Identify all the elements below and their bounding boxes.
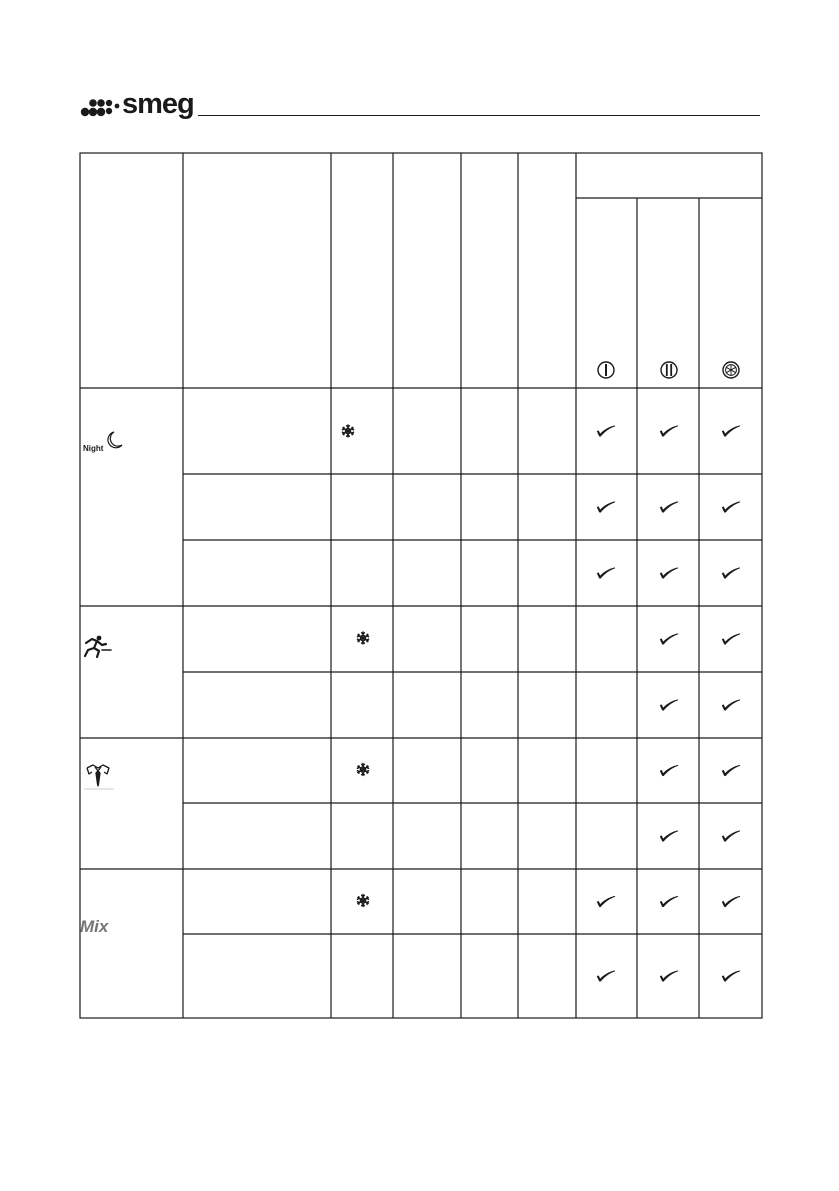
check-mark-icon (597, 970, 615, 981)
check-mark-icon (722, 633, 740, 644)
check-mark-icon (722, 970, 740, 981)
check-mark-icon (722, 896, 740, 907)
check-mark-icon (597, 567, 615, 578)
check-mark-icon (722, 501, 740, 512)
table-marks (342, 425, 740, 982)
snowflake-icon (357, 632, 368, 644)
check-mark-icon (660, 633, 678, 644)
running-man-icon (85, 636, 111, 657)
spray-arm-header-icons (598, 362, 739, 378)
check-mark-icon (660, 970, 678, 981)
check-mark-icon (597, 501, 615, 512)
snowflake-icon (357, 895, 368, 907)
table-grid (80, 153, 762, 1018)
check-mark-icon (597, 896, 615, 907)
table-frame (80, 153, 762, 1018)
check-mark-icon (722, 567, 740, 578)
check-mark-icon (722, 765, 740, 776)
mix-text-icon: Mix (80, 917, 109, 936)
snowflake-icon (342, 425, 353, 437)
check-mark-icon (660, 501, 678, 512)
check-mark-icon (660, 765, 678, 776)
check-mark-icon (660, 830, 678, 841)
check-mark-icon (660, 567, 678, 578)
check-mark-icon (722, 425, 740, 436)
check-mark-icon (660, 896, 678, 907)
shirt-tie-icon (84, 765, 114, 789)
night-moon-icon (83, 432, 122, 453)
check-mark-icon (597, 425, 615, 436)
single-arm-icon (598, 362, 614, 378)
double-arm-icon (661, 362, 677, 378)
check-mark-icon (660, 699, 678, 710)
brand-name: smeg (122, 88, 194, 120)
check-mark-icon (660, 425, 678, 436)
program-icons (80, 432, 122, 936)
check-mark-icon (722, 699, 740, 710)
night-label: Night (83, 444, 104, 453)
snowflake-icon (357, 764, 368, 776)
check-mark-icon (722, 830, 740, 841)
satellite-arm-icon (723, 362, 739, 378)
